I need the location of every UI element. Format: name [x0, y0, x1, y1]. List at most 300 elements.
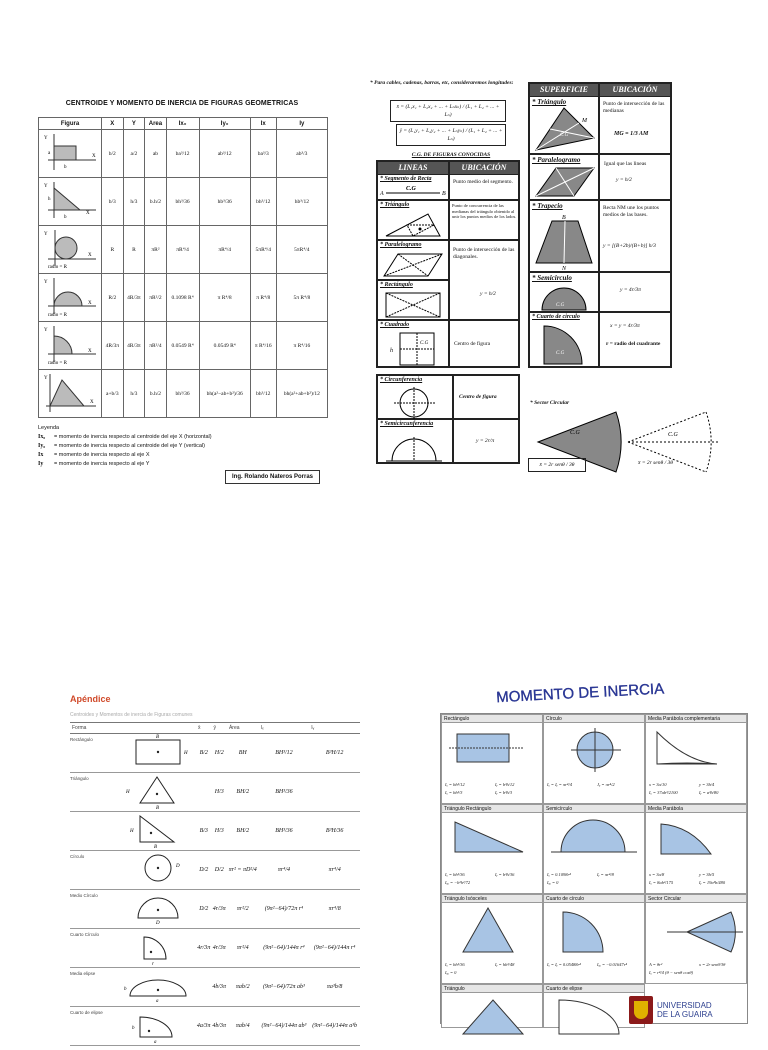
svg-text:MOMENTO DE INERCIA: MOMENTO DE INERCIA — [495, 680, 665, 707]
inertia-figure — [545, 904, 645, 960]
trapezoid-area-shape — [530, 211, 598, 271]
inertia-cell — [645, 714, 747, 804]
table-cell: b.h/2 — [145, 178, 166, 226]
figure-label: Y — [44, 280, 48, 285]
dimension-label: H — [130, 829, 134, 834]
table-cell: 4R/3π — [123, 322, 145, 370]
shape-drawing — [118, 812, 196, 848]
table-cell: (9π²−64)/144π r⁴ — [309, 929, 360, 968]
dimension-label: D — [176, 864, 180, 869]
formula-y: ȳ = (L₁y₁ + L₂y₂ + ... + Lₙyₙ) / (L₁ + L₂ + ... + Lₙ) — [396, 124, 506, 146]
table-cell: ab — [145, 130, 166, 178]
inertia-cell-title: Media Parábola — [646, 805, 746, 813]
table-cell — [196, 968, 211, 1007]
figure-label: Y — [44, 184, 48, 189]
circunferencia-cell: * Circunferencia — [377, 375, 453, 419]
table-cell: bh³/36 — [166, 178, 199, 226]
inertia-figure — [647, 814, 747, 870]
inertia-formula: Jₒ = πr⁴/2 — [597, 782, 615, 787]
table-cell: R/2 — [102, 274, 124, 322]
inertia-cell — [543, 804, 645, 894]
figure-cell — [39, 130, 102, 178]
shape-figure — [118, 1007, 196, 1046]
table-header-row — [39, 118, 328, 130]
inertia-cell-title: Sector Circular — [646, 895, 746, 903]
figure-label: b — [64, 215, 67, 220]
figure-shape — [40, 178, 100, 223]
col-header: Ix — [250, 118, 276, 130]
intro-note: * Para cables, cadenas, barras, etc, consideraremos longitudes: — [370, 80, 514, 86]
shape-label-cg: C.G — [420, 341, 429, 346]
table-row — [70, 734, 360, 773]
figure-label: h — [48, 197, 51, 202]
shape-label-a: A — [380, 191, 384, 197]
logo-line-2: DE LA GUAIRA — [657, 1010, 713, 1019]
semicircle-line-shape — [378, 429, 452, 463]
inertia-cell — [441, 984, 543, 1028]
table-cell: b/2 — [102, 130, 124, 178]
table-row — [39, 226, 328, 274]
inertia-figure — [647, 904, 747, 960]
table-cell: B/2 — [196, 734, 211, 773]
inertia-formula: Iᵧ = b³h/3 — [495, 790, 513, 795]
table-cell: (9π²−64)/144π ab³ — [259, 1007, 310, 1046]
table-cell: B³H/12 — [309, 734, 360, 773]
table-row — [39, 370, 328, 418]
table-cell: 4r/3π — [211, 929, 226, 968]
linea-cuadrado-desc: Centro de figura — [449, 320, 519, 367]
inertia-cell-title: Cuarto de círculo — [544, 895, 644, 903]
table-cell: bh³/36 — [166, 370, 199, 418]
table-cell: (9π²−64)/144π r⁴ — [259, 929, 310, 968]
table-cell: (9π²−64)/144π a³b — [309, 1007, 360, 1046]
col-header: X — [102, 118, 124, 130]
figure-label: radio = R — [48, 313, 67, 318]
table-cell: πr²/4 — [227, 929, 259, 968]
inertia-formula: y = 3b/5 — [699, 872, 715, 877]
shape-label-cg: C.G — [570, 430, 580, 436]
col-header: Area — [145, 118, 166, 130]
shape-label-cg: C.G — [556, 303, 565, 308]
inertia-figure — [545, 814, 645, 870]
shape-name: Cuarto Círculo — [70, 929, 118, 968]
linea-segmento-desc: Punto medio del segmento. — [449, 174, 519, 200]
parallelogram-area-shape — [530, 164, 598, 200]
sector-formula-b: x̄ = 2r senθ / 3θ — [638, 460, 673, 466]
table-row — [70, 812, 360, 851]
linea-cuadrado-cell: * Cuadrado C.G h — [377, 320, 449, 367]
inertia-formula: Iᵧ = hb³/48 — [495, 962, 515, 967]
table-row — [70, 1007, 360, 1046]
inertia-cell-title: Cuarto de elipse — [544, 985, 644, 993]
shape-label-cg: C.G — [556, 351, 565, 356]
col-header: Iy₀ — [199, 118, 250, 130]
table-cell: a/2 — [123, 130, 145, 178]
quarter-circle-area-shape — [530, 322, 598, 368]
legend-title: Leyenda — [38, 425, 60, 431]
table-cell: π R⁴/16 — [250, 322, 276, 370]
table-cell: πR²/2 — [145, 274, 166, 322]
shape-figure — [118, 890, 196, 929]
parallelogram-line-shape — [378, 250, 448, 280]
shape-name — [70, 812, 118, 851]
inertia-formula: Iₓ = 37ab³/2100 — [649, 790, 678, 795]
inertia-cell — [645, 804, 747, 894]
table-row — [39, 178, 328, 226]
figure-shape — [40, 226, 100, 271]
figure-shape — [40, 322, 100, 367]
inertia-formula: Iᵧ = b³h/36 — [495, 872, 515, 877]
inertia-formula: x = 2r senθ/3θ — [699, 962, 726, 967]
linea-paralelogramo-desc: Punto de intersección de las diagonales. y = h/2 — [449, 240, 519, 320]
table-cell: 4a/3π — [196, 1007, 211, 1046]
superficie-semicirculo-desc: y = 4r/3π — [599, 272, 671, 312]
col-header: ȳ — [211, 723, 226, 734]
inertia-figure — [443, 904, 543, 960]
shape-name: Media elipse — [70, 968, 118, 1007]
dimension-label: a — [156, 999, 159, 1004]
apendice-table — [70, 722, 360, 1046]
rectangle-line-shape — [378, 290, 448, 320]
table-cell: BH³/36 — [259, 773, 310, 812]
shape-label-cg: C.G — [560, 133, 569, 138]
legend-item: Ix₀ = momento de inercia respecto al centroide del eje X (horizontal) — [38, 434, 212, 440]
col-header: Ix₀ — [166, 118, 199, 130]
table-cell: 4r/3π — [196, 929, 211, 968]
figure-cell — [39, 178, 102, 226]
superficie-triangulo-desc: Punto de intersección de las medianas MG = 1/3 AM — [599, 96, 671, 154]
shape-figure — [118, 851, 196, 890]
dimension-label: b — [124, 987, 127, 992]
formula-x: x̄ = (L₁x₁ + L₂x₂ + ... + Lₙxₙ) / (L₁ + L₂ + ... + Lₙ) — [390, 100, 506, 122]
shape-name: Cuarto de elipse — [70, 1007, 118, 1046]
shape-drawing — [118, 968, 196, 1004]
table-cell: bh³/12 — [250, 178, 276, 226]
shape-drawing — [118, 773, 196, 809]
superficie-trapecio-cell: * Trapecio B N — [529, 200, 599, 272]
legend-item: Iy₀ = momento de inercia respecto al centroide del eje Y (vertical) — [38, 443, 205, 449]
table-row — [70, 773, 360, 812]
shape-drawing — [118, 734, 196, 770]
table-cell: πr⁴/4 — [259, 851, 310, 890]
table-cell: bh³/12 — [250, 370, 276, 418]
table-cell: 4R/3π — [123, 274, 145, 322]
table-cell: BH³/12 — [259, 734, 310, 773]
table-cell: π R⁴/8 — [250, 274, 276, 322]
shape-name: Triángulo — [70, 773, 118, 812]
superficie-cuarto-circulo-desc: x = y = 4r/3π r = radio del cuadrante — [599, 312, 671, 367]
dimension-label: r — [152, 962, 154, 967]
legend-item: Ix = momento de inercia respecto al eje X — [38, 452, 150, 458]
lineas-box — [376, 160, 520, 368]
figure-label: radio = R — [48, 265, 67, 270]
table-cell: ba³/3 — [250, 130, 276, 178]
inertia-formula: Iₓᵧ = 0 — [547, 880, 559, 885]
figure-shape — [40, 370, 100, 415]
superficie-box — [528, 82, 672, 368]
table-cell: hb³/36 — [199, 178, 250, 226]
table-cell: BH/2 — [227, 773, 259, 812]
col-header: Iₓ — [259, 723, 310, 734]
sector-formula-a: x̄ = 2r senθ / 3θ — [528, 458, 586, 472]
semicircunferencia-desc: y = 2r/π — [453, 419, 519, 463]
figure-label: a — [48, 151, 51, 156]
figure-label: Y — [44, 136, 48, 141]
table-row — [39, 274, 328, 322]
table-cell: ba³/12 — [166, 130, 199, 178]
table-cell: bh(a²+ab+b²)/12 — [276, 370, 327, 418]
col-header: Forma — [70, 723, 118, 734]
table-cell: 5πR⁴/4 — [250, 226, 276, 274]
inertia-formula: Iₓ = bh³/12 — [445, 782, 465, 787]
linea-rectangulo-cell: * Rectángulo — [377, 280, 449, 320]
linea-paralelogramo-cell: * Paralelogramo — [377, 240, 449, 280]
figure-label: Y — [44, 232, 48, 237]
author-box: Ing. Rolando Nateros Porras — [225, 470, 320, 484]
dimension-label: B — [154, 845, 158, 850]
semicircle-area-shape — [530, 282, 598, 312]
figure-shape — [40, 130, 100, 175]
superficie-triangulo-cell: * Triángulo C.G M — [529, 96, 599, 154]
table-cell: ab³/3 — [276, 130, 327, 178]
shape-name: Círculo — [70, 851, 118, 890]
shape-drawing — [118, 1007, 196, 1043]
inertia-formula: Iₓᵧ = 0 — [445, 970, 457, 975]
table-cell: hb³/12 — [276, 178, 327, 226]
semicircunferencia-cell: * Semicircunferencia — [377, 419, 453, 463]
dimension-label: H — [184, 751, 188, 756]
inertia-formula: Iₓ = bh³/36 — [445, 962, 465, 967]
table-cell — [196, 773, 211, 812]
inertia-cell — [441, 714, 543, 804]
table-cell: 5πR⁴/4 — [276, 226, 327, 274]
legend — [38, 424, 330, 469]
table-cell: πa³b/8 — [309, 968, 360, 1007]
apendice-panel — [70, 694, 360, 1045]
inertia-formula: Iₓᵧ = −b²h²/72 — [445, 880, 471, 885]
shape-label-b: B — [442, 191, 446, 197]
segment-shape — [378, 183, 448, 201]
table-cell: πr⁴/8 — [309, 890, 360, 929]
inertia-cell-title: Triángulo Isósceles — [442, 895, 542, 903]
figure-label: b — [64, 165, 67, 170]
table-cell: BH/2 — [227, 812, 259, 851]
inertia-cell-title: Semicírculo — [544, 805, 644, 813]
lineas-header: LINEAS — [377, 161, 449, 175]
superficie-trapecio-desc: Recta NM une los puntos medios de las bases. y = [(B+2b)/(B+b)] h/3 — [599, 200, 671, 272]
figure-label: X — [86, 211, 90, 216]
circle-line-shape — [378, 385, 452, 419]
figure-label: Y — [44, 376, 48, 381]
shape-figure — [118, 968, 196, 1007]
table-cell: 4b/3π — [211, 1007, 226, 1046]
legend-item: Iy = momento de inercia respecto al eje Y — [38, 461, 150, 467]
circunferencia-desc: Centro de figura — [453, 375, 519, 419]
inertia-formula: Iᵧ = πr⁴/8 — [597, 872, 614, 877]
inertia-figure — [545, 724, 645, 780]
figure-label: X — [88, 349, 92, 354]
col-header: Área — [227, 723, 259, 734]
inertia-figure — [443, 814, 543, 870]
shape-drawing — [118, 929, 196, 965]
col-header: Iᵧ — [309, 723, 360, 734]
table-cell: πr⁴/4 — [309, 851, 360, 890]
table-cell: b/3 — [102, 178, 124, 226]
dimension-label: H — [126, 790, 130, 795]
table-cell: R — [102, 226, 124, 274]
table-cell: bh(a²−ab+b²)/36 — [199, 370, 250, 418]
table-cell: πab/2 — [227, 968, 259, 1007]
figure-label: Y — [44, 328, 48, 333]
inertia-formula: Iᵧ = b³h/12 — [495, 782, 515, 787]
table-row — [70, 890, 360, 929]
centroid-inertia-table-panel — [34, 100, 330, 492]
table-row — [39, 130, 328, 178]
figure-label: radio = R — [48, 361, 67, 366]
inertia-figure — [443, 724, 543, 780]
shape-name: Medio Círculo — [70, 890, 118, 929]
table-row — [70, 929, 360, 968]
table-cell: h/3 — [123, 370, 145, 418]
inertia-formula: Iₓᵧ = −0.01647r⁴ — [597, 962, 628, 967]
momento-inercia-title — [492, 676, 665, 707]
shape-figure — [118, 734, 196, 773]
sector-label: * Sector Circular — [530, 400, 570, 406]
dimension-label: B — [156, 806, 160, 811]
inertia-cell-title: Media Parábola complementaria — [646, 715, 746, 723]
figure-cell — [39, 226, 102, 274]
inertia-cell-title: Triángulo Rectángulo — [442, 805, 542, 813]
table-cell: H/3 — [211, 812, 226, 851]
inertia-figure — [443, 994, 543, 1050]
centroid-known-figures-panel — [370, 78, 748, 470]
shape-name: Rectángulo — [70, 734, 118, 773]
table-cell: a+b/3 — [102, 370, 124, 418]
circunferencia-box — [376, 374, 520, 464]
figure-label: X — [88, 253, 92, 258]
inertia-formula: A = θr² — [649, 962, 663, 967]
shape-drawing — [118, 890, 196, 926]
table-cell: πr²/2 — [227, 890, 259, 929]
inertia-formula: Iᵧ = a³b/80 — [699, 790, 719, 795]
shape-label-n: N — [562, 266, 567, 272]
shape-figure — [118, 812, 196, 851]
table-cell: 4R/3π — [102, 322, 124, 370]
shape-label-m: M — [582, 118, 587, 124]
inertia-formula: Iₓ = Iᵧ = πr⁴/4 — [547, 782, 572, 787]
shape-label-cg: C.G — [668, 432, 678, 438]
table-cell: πR² — [145, 226, 166, 274]
table-cell: D/2 — [196, 890, 211, 929]
momento-inercia-panel — [440, 713, 748, 1024]
inertia-formula: x = 3a/8 — [649, 872, 665, 877]
inertia-formula: Iₓ = bh³/36 — [445, 872, 465, 877]
inertia-formula: Iₓ = 8ab³/175 — [649, 880, 674, 885]
superficie-paralelogramo-cell: * Paralelogramo — [529, 154, 599, 200]
shape-label-cg: C.G — [406, 186, 416, 192]
apendice-title: Apéndice — [70, 694, 111, 704]
table-cell: ab³/12 — [199, 130, 250, 178]
shape-label-b: B — [562, 215, 566, 221]
table-cell: h/3 — [123, 178, 145, 226]
logo-line-1: UNIVERSIDAD — [657, 1001, 712, 1010]
figure-cell — [39, 370, 102, 418]
linea-triangulo-desc: Punto de concurrencia de las medianas del triángulo obtenido al unir los puntos medios de los lados. — [449, 200, 519, 240]
table-cell: π R⁴/16 — [276, 322, 327, 370]
table-cell: BH — [227, 734, 259, 773]
apendice-subtitle: Centroides y Momentos de inercia de Figuras comunes — [70, 712, 193, 718]
dimension-label: a — [154, 1040, 157, 1045]
inertia-formula: Iₓ = 0.1098r⁴ — [547, 872, 571, 877]
table-header-row — [70, 723, 360, 734]
inertia-cell — [543, 714, 645, 804]
col-header — [118, 723, 196, 734]
inertia-formula: y = 3b/4 — [699, 782, 715, 787]
dimension-label: D — [156, 921, 160, 926]
table-cell: πR⁴/4 — [166, 226, 199, 274]
col-header: Y — [123, 118, 145, 130]
col-header: x̄ — [196, 723, 211, 734]
centroid-table — [38, 117, 328, 418]
university-crest-icon — [629, 996, 653, 1024]
figure-label: X — [88, 301, 92, 306]
linea-segmento-cell: * Segmento de Recta A B C.G — [377, 174, 449, 200]
cg-title: C.G. DE FIGURAS CONOCIDAS — [411, 152, 491, 158]
inertia-cell — [441, 804, 543, 894]
figure-cell — [39, 274, 102, 322]
inertia-formula: x = 3a/10 — [649, 782, 667, 787]
inertia-cell — [543, 894, 645, 984]
table-cell — [309, 773, 360, 812]
table-cell: H/2 — [211, 734, 226, 773]
table-cell: R — [123, 226, 145, 274]
dimension-label: b — [132, 1026, 135, 1031]
linea-triangulo-cell: * Triángulo — [377, 200, 449, 240]
table-cell: B/3 — [196, 812, 211, 851]
figure-shape — [40, 274, 100, 319]
table-cell: b.h/2 — [145, 370, 166, 418]
table-cell: πR⁴/4 — [199, 226, 250, 274]
triangle-area-shape — [530, 106, 598, 154]
shape-label-h: h — [390, 348, 393, 354]
table-cell: 4b/3π — [211, 968, 226, 1007]
table-cell: D/2 — [211, 851, 226, 890]
superficie-ubicacion-header: UBICACIÓN — [599, 83, 671, 97]
table-cell: 0.0549 R⁴ — [166, 322, 199, 370]
table-cell: 0.1098 R⁴ — [166, 274, 199, 322]
table-cell: 0.0549 R⁴ — [199, 322, 250, 370]
col-header: Figura — [39, 118, 102, 130]
table-cell: 4r/3π — [211, 890, 226, 929]
col-header: Iy — [276, 118, 327, 130]
table-cell: (9π²−64)/72π ab³ — [259, 968, 310, 1007]
dimension-label: B — [156, 735, 160, 740]
superficie-semicirculo-cell: * Semicirculo C.G — [529, 272, 599, 312]
table-cell: πr² = πD²/4 — [227, 851, 259, 890]
inertia-cell — [645, 894, 747, 984]
figure-cell — [39, 322, 102, 370]
ubicacion-header: UBICACIÓN — [449, 161, 519, 175]
table-row — [39, 322, 328, 370]
inertia-cell-title: Círculo — [544, 715, 644, 723]
shape-figure — [118, 929, 196, 968]
table-cell: B³H/36 — [309, 812, 360, 851]
figure-label: X — [92, 154, 96, 159]
inertia-formula: Iₓ = r⁴/4 (θ − senθ cosθ) — [649, 970, 694, 975]
shape-figure — [118, 773, 196, 812]
table-cell: πab/4 — [227, 1007, 259, 1046]
table-cell: π R⁴/8 — [199, 274, 250, 322]
